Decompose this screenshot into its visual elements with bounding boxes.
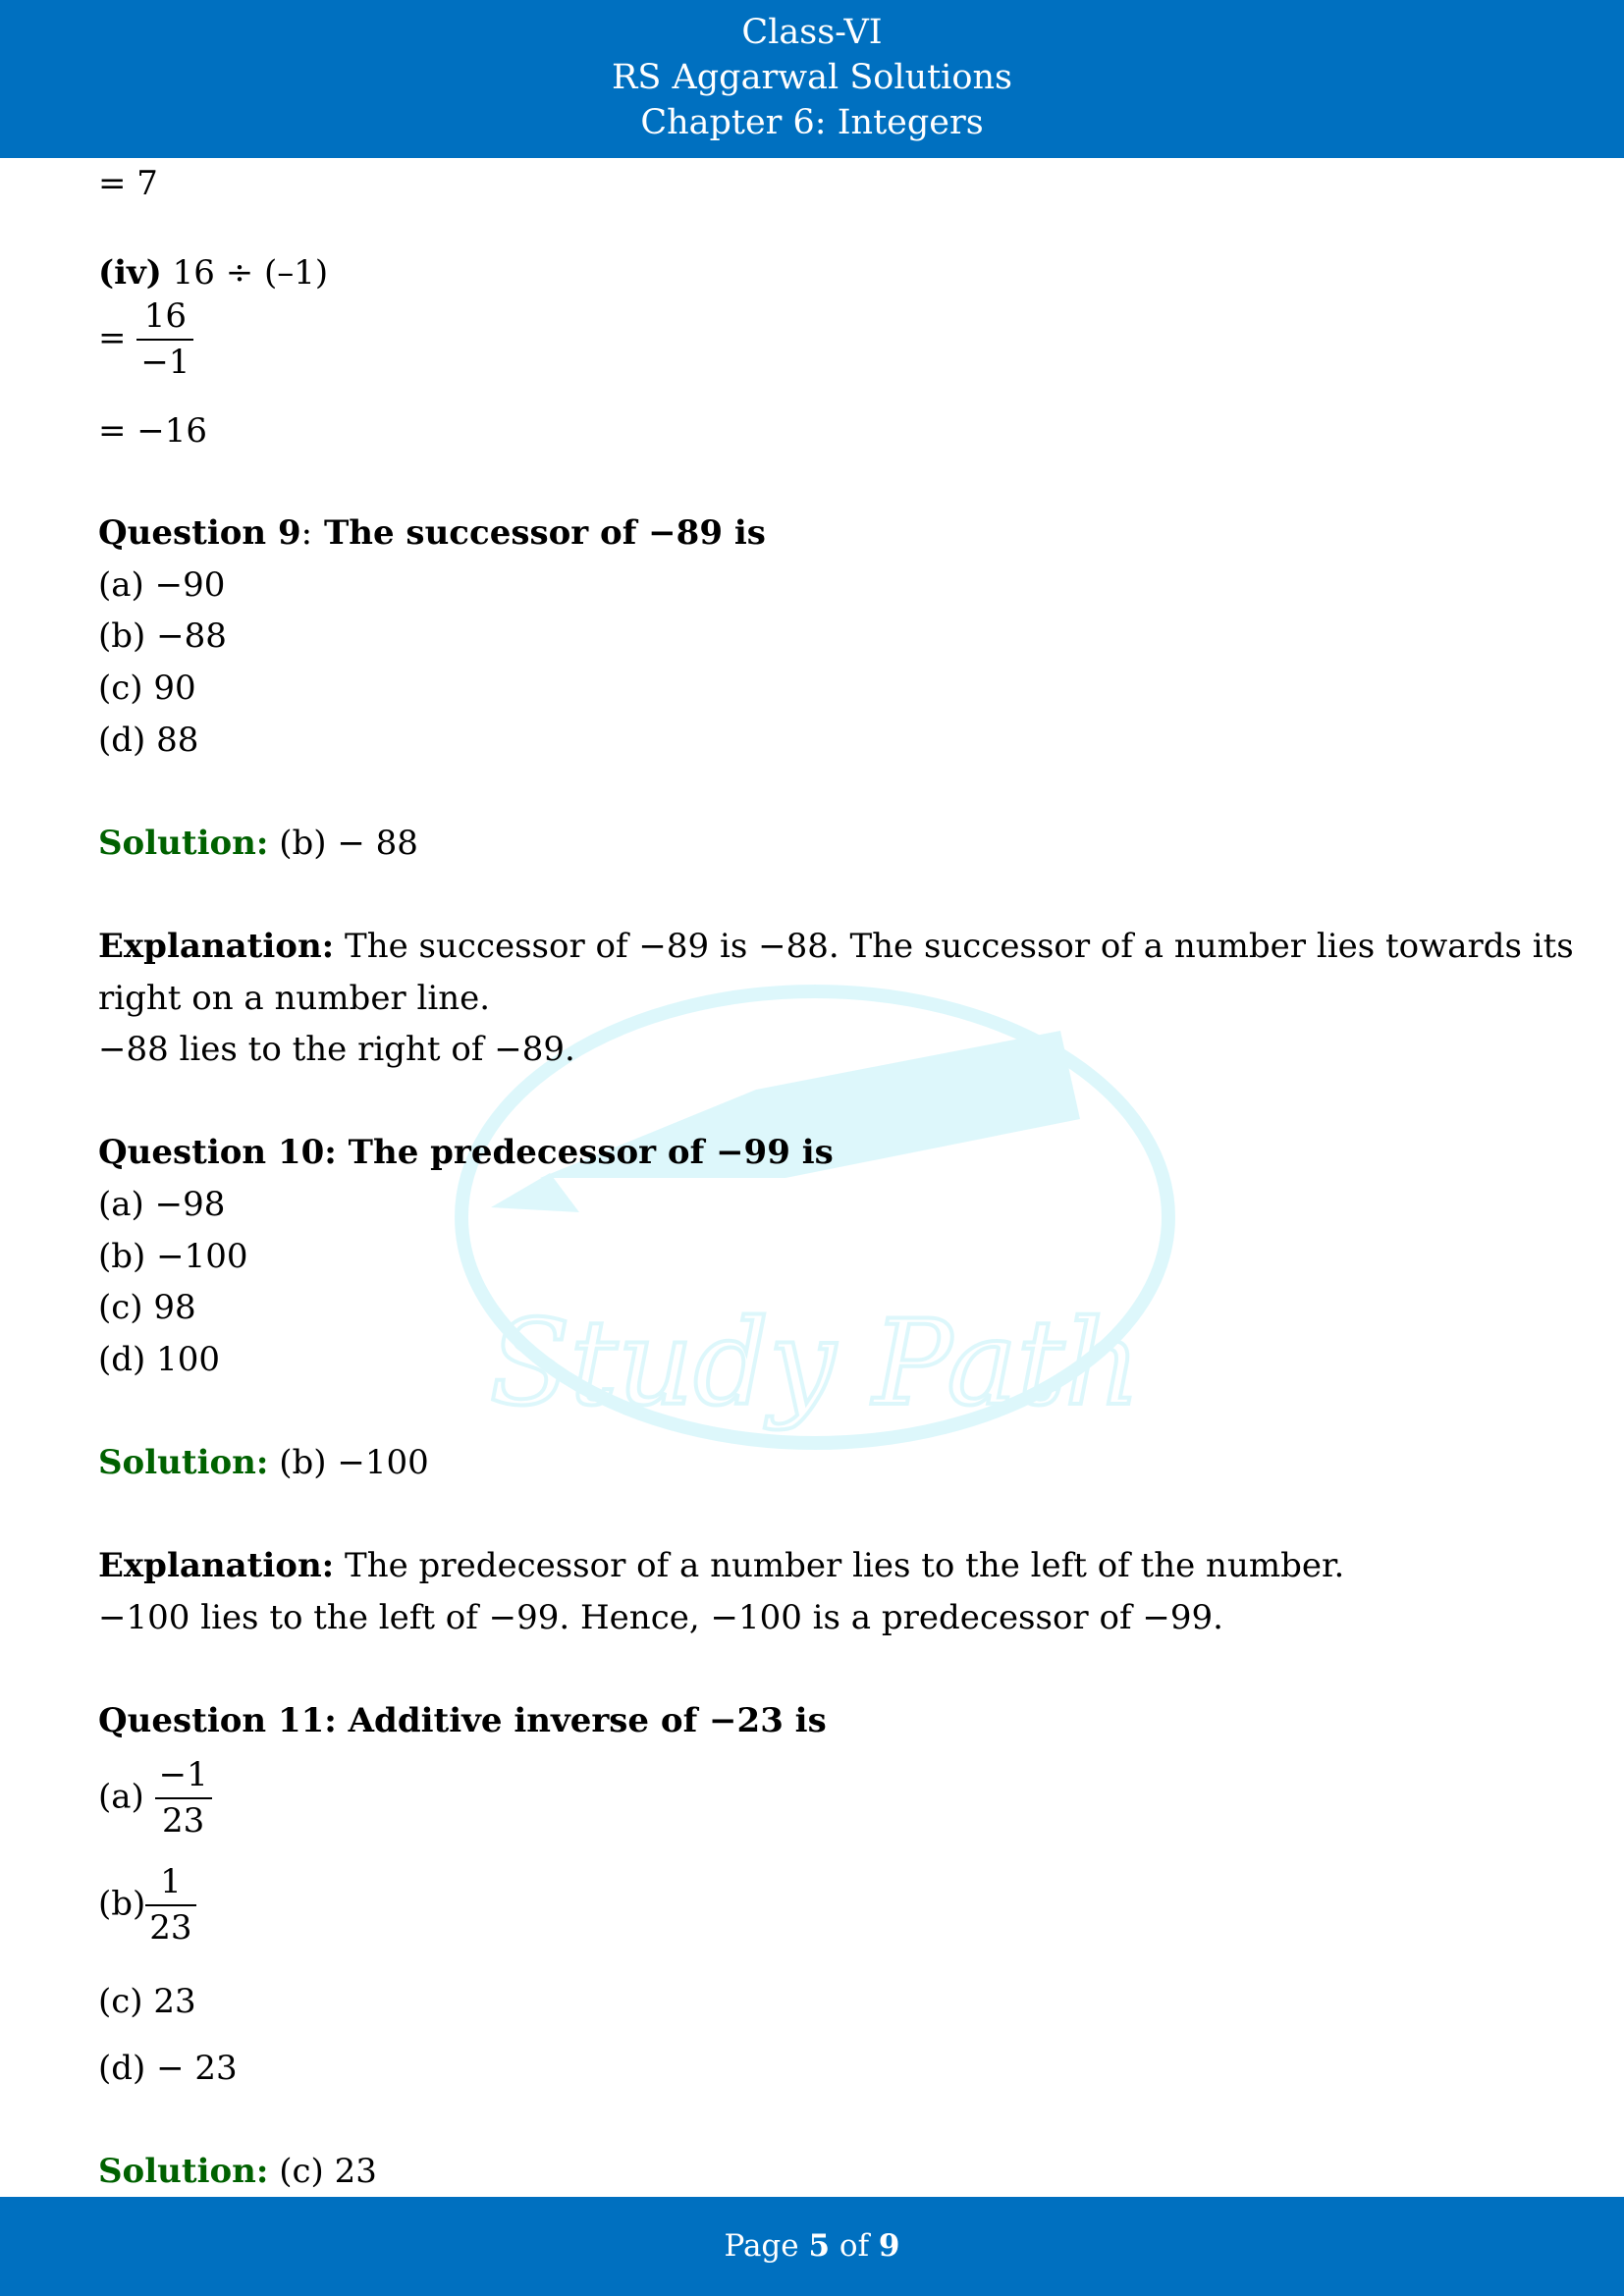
q11-solution-value: (c) 23 bbox=[279, 2152, 377, 2191]
part-iv-label: (iv) bbox=[98, 253, 162, 293]
q11-option-a-denominator: 23 bbox=[162, 1801, 205, 1842]
current-page-number: 5 bbox=[808, 2228, 831, 2264]
q11-option-b bbox=[98, 1864, 196, 1948]
header-chapter: Chapter 6: Integers bbox=[640, 103, 984, 142]
watermark-text: Study Path bbox=[489, 1296, 1141, 1432]
part-iv-eq: = bbox=[98, 318, 127, 358]
page-footer bbox=[0, 2197, 1624, 2296]
total-pages: 9 bbox=[878, 2228, 900, 2264]
q10-explanation-label: Explanation: bbox=[98, 1546, 335, 1585]
q9-option-d: (d) 88 bbox=[98, 721, 199, 760]
q11-option-b-fraction bbox=[145, 1864, 195, 1948]
part-iv-final: = −16 bbox=[98, 411, 208, 451]
q9-solution-value: (b) − 88 bbox=[279, 824, 418, 863]
q10-explanation-text-1: The predecessor of a number lies to the left of the number. bbox=[345, 1546, 1345, 1585]
q9-solution bbox=[98, 818, 418, 869]
q10-explanation-1 bbox=[98, 1540, 1344, 1591]
page-word: Page bbox=[724, 2228, 799, 2264]
q9-label: Question 9 bbox=[98, 513, 301, 553]
q9-option-a: (a) −90 bbox=[98, 565, 226, 605]
q9-explanation-3: −88 lies to the right of −89. bbox=[98, 1030, 575, 1069]
q11-option-a-numerator: −1 bbox=[155, 1757, 212, 1799]
q11-option-b-numerator: 1 bbox=[145, 1864, 195, 1906]
q9-heading bbox=[98, 507, 766, 559]
q10-heading: Question 10: The predecessor of −99 is bbox=[98, 1133, 834, 1172]
pen-icon bbox=[491, 1031, 1080, 1212]
q10-option-d: (d) 100 bbox=[98, 1340, 220, 1379]
page-header bbox=[0, 0, 1624, 158]
q9-option-b: (b) −88 bbox=[98, 616, 227, 656]
q10-option-c: (c) 98 bbox=[98, 1288, 196, 1327]
q11-option-a-label: (a) bbox=[98, 1777, 144, 1817]
q11-option-b-denominator: 23 bbox=[149, 1908, 192, 1949]
header-class: Class-VI bbox=[741, 13, 883, 52]
part-iv-fraction bbox=[136, 298, 193, 382]
of-word: of bbox=[839, 2228, 870, 2264]
q9-explanation-1 bbox=[98, 921, 1574, 972]
q11-option-a-fraction bbox=[155, 1757, 212, 1841]
q9-sep: : bbox=[300, 513, 313, 553]
q9-solution-label: Solution: bbox=[98, 824, 269, 863]
q9-explanation-text-1: The successor of −89 is −88. The successor of a number lies towards its bbox=[345, 927, 1574, 966]
q10-option-b: (b) −100 bbox=[98, 1237, 248, 1276]
q11-option-a bbox=[98, 1757, 212, 1841]
q9-explanation-label: Explanation: bbox=[98, 927, 335, 966]
q11-solution-label: Solution: bbox=[98, 2152, 269, 2191]
q9-option-c: (c) 90 bbox=[98, 668, 196, 708]
q11-option-d: (d) − 23 bbox=[98, 2049, 238, 2088]
part-iv-expr: 16 ÷ (–1) bbox=[172, 253, 329, 293]
q10-solution-label: Solution: bbox=[98, 1443, 269, 1482]
q11-option-b-label: (b) bbox=[98, 1884, 146, 1924]
q11-heading: Question 11: Additive inverse of −23 is bbox=[98, 1701, 827, 1740]
q10-solution-value: (b) −100 bbox=[279, 1443, 429, 1482]
header-book: RS Aggarwal Solutions bbox=[612, 58, 1012, 97]
part-iv-numerator: 16 bbox=[136, 298, 193, 341]
part-iv-fraction-line bbox=[98, 298, 193, 382]
prev-result: = 7 bbox=[98, 164, 158, 203]
q10-option-a: (a) −98 bbox=[98, 1185, 226, 1224]
q10-solution bbox=[98, 1437, 429, 1488]
q11-option-c: (c) 23 bbox=[98, 1982, 196, 2021]
part-iv-denominator: −1 bbox=[140, 343, 190, 383]
q9-text: The successor of −89 is bbox=[323, 513, 766, 553]
part-iv bbox=[98, 247, 328, 298]
q9-explanation-2: right on a number line. bbox=[98, 979, 491, 1018]
q10-explanation-2: −100 lies to the left of −99. Hence, −100 is a predecessor of −99. bbox=[98, 1598, 1223, 1637]
q11-solution bbox=[98, 2146, 377, 2197]
